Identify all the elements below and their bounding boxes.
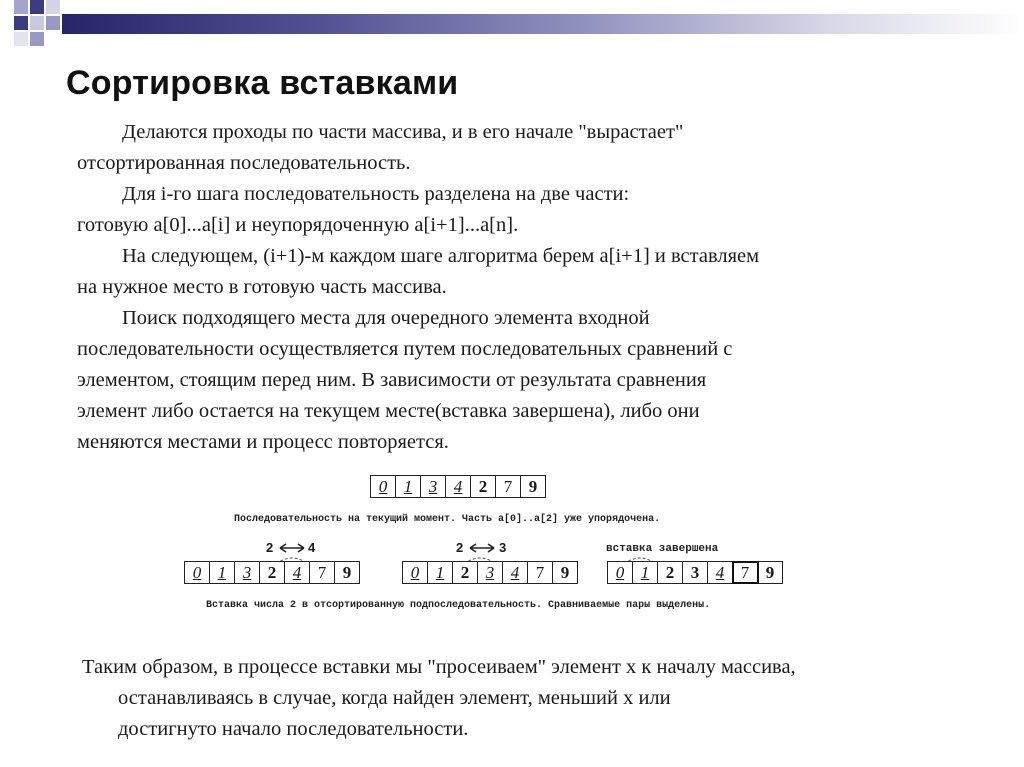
slide-title: Сортировка вставками: [66, 64, 459, 102]
body-line: Для i-го шага последовательность разделена на две части:: [122, 183, 630, 205]
body-line: элемент либо остается на текущем месте(вставка завершена), либо они: [77, 400, 700, 422]
conclusion-line: достигнуто начало последовательности.: [118, 718, 469, 740]
decor-square: [14, 32, 28, 46]
array-cell: 2: [260, 562, 285, 583]
array-cell: 7: [496, 476, 521, 497]
decor-square: [14, 16, 28, 30]
array-cell: 9: [560, 563, 570, 582]
array-cell: 4: [708, 562, 733, 583]
decor-square: [30, 0, 44, 14]
diagram-caption-top: Последовательность на текущий момент. Часть a[0]..a[2] уже упорядочена.: [234, 514, 661, 525]
body-line: на нужное место в готовую часть массива.: [77, 276, 447, 298]
array-cell: 0: [608, 562, 633, 583]
array-cell: 2: [453, 562, 478, 583]
array-cell: 1: [428, 562, 453, 583]
header-gradient-bar: [62, 14, 1024, 34]
header-decoration: [0, 0, 1024, 60]
step-array-3: [607, 561, 783, 584]
pair-label-right: 3: [499, 540, 507, 555]
body-line: Поиск подходящего места для очередного элемента входной: [122, 307, 650, 329]
pair-label-right: 4: [308, 540, 316, 555]
array-cell: 0: [185, 562, 210, 583]
conclusion-text: [82, 652, 1002, 745]
array-cell: 3: [421, 476, 446, 497]
array-cell: 2: [471, 476, 496, 497]
step-array-2: [402, 561, 578, 584]
array-cell: 1: [633, 562, 658, 583]
body-line: последовательности осуществляется путем последовательных сравнений с: [77, 338, 733, 360]
array-cell: 9: [765, 563, 775, 582]
body-line: отсортированная последовательность.: [77, 152, 411, 174]
array-cell: 3: [235, 562, 260, 583]
diagram-caption-bottom: Вставка числа 2 в отсортированную подпоследовательность. Сравниваемые пары выделены.: [206, 600, 711, 611]
pair-label-left: 2: [266, 540, 274, 555]
conclusion-line: Таким образом, в процессе вставки мы "просеиваем" элемент x к началу массива,: [82, 656, 796, 678]
array-cell: 9: [528, 477, 538, 496]
array-cell: 1: [210, 562, 235, 583]
array-cell: 4: [285, 562, 310, 583]
decor-square: [46, 0, 60, 14]
array-cell: 0: [371, 476, 396, 497]
swap-arrow-icon: [467, 541, 497, 555]
decor-square: [46, 16, 60, 30]
body-line: готовую a[0]...a[i] и неупорядоченную a[i+1]...a[n].: [77, 214, 519, 236]
array-cell: 7: [528, 562, 553, 583]
array-cell: 0: [403, 562, 428, 583]
array-cell: 7: [310, 562, 335, 583]
body-line: Делаются проходы по части массива, и в его начале "вырастает": [122, 121, 684, 143]
array-cell: 3: [683, 562, 708, 583]
array-cell: 3: [478, 562, 503, 583]
decor-square: [30, 16, 44, 30]
decor-square: [14, 0, 28, 14]
insertion-done-label: вставка завершена: [606, 543, 719, 555]
body-line: элементом, стоящим перед ним. В зависимости от результата сравнения: [77, 369, 707, 391]
array-cell: 4: [503, 562, 528, 583]
array-cell: 2: [658, 562, 683, 583]
body-line: На следующем, (i+1)-м каждом шаге алгоритма берем a[i+1] и вставляем: [122, 245, 760, 267]
step-array-1: [184, 561, 360, 584]
array-cell: 1: [396, 476, 421, 497]
conclusion-line: останавливаясь в случае, когда найден элемент, меньший x или: [118, 687, 671, 709]
current-array: [370, 475, 546, 498]
swap-arrow-icon: [277, 541, 307, 555]
slide-body: [77, 117, 957, 458]
array-cell: 7: [733, 562, 758, 583]
pair-label-left: 2: [456, 540, 464, 555]
body-line: меняются местами и процесс повторяется.: [77, 431, 449, 453]
array-cell: 4: [446, 476, 471, 497]
array-cell: 9: [342, 563, 352, 582]
decor-square: [30, 32, 44, 46]
